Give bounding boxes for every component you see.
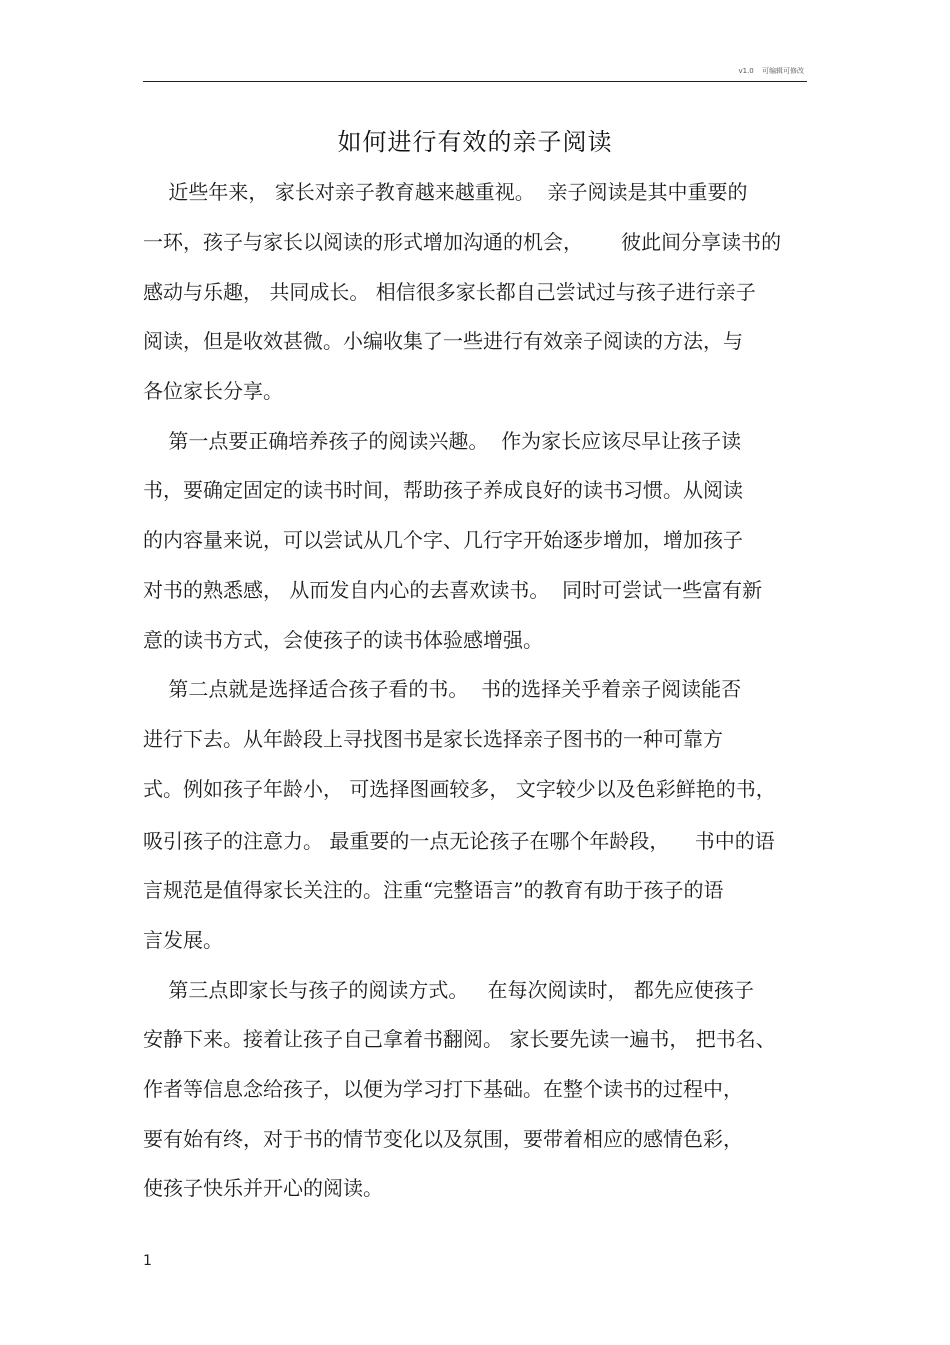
body-line: 言规范是值得家长关注的。注重“完整语言”的教育有助于孩子的语: [143, 878, 724, 902]
body-line: 的内容量来说，可以尝试从几个字、几行字开始逐步增加，增加孩子: [143, 528, 743, 552]
body-line: 式。例如孩子年龄小， 可选择图画较多， 文字较少以及色彩鲜艳的书，: [143, 777, 776, 801]
body-line: 一环，孩子与家长以阅读的形式增加沟通的机会， 彼此间分享读书的: [143, 230, 782, 254]
document-title: 如何进行有效的亲子阅读: [337, 128, 613, 156]
header-note: [732, 66, 804, 76]
header-editable-note: 可编辑可修改: [762, 67, 804, 75]
header-divider: [143, 81, 807, 82]
body-line: 使孩子快乐并开心的阅读。: [143, 1176, 383, 1200]
body-line: 书，要确定固定的读书时间，帮助孩子养成良好的读书习惯。从阅读: [143, 478, 743, 502]
body-line: 安静下来。接着让孩子自己拿着书翻阅。 家长要先读一遍书， 把书名、: [143, 1027, 776, 1051]
body-line: 作者等信息念给孩子，以便为学习打下基础。在整个读书的过程中，: [143, 1077, 743, 1101]
body-line: 第二点就是选择适合孩子看的书。 书的选择关乎着亲子阅读能否: [143, 677, 742, 701]
body-line: 要有始有终，对于书的情节变化以及氛围，要带着相应的感情色彩，: [143, 1127, 743, 1151]
body-line: 感动与乐趣， 共同成长。 相信很多家长都自己尝试过与孩子进行亲子: [143, 280, 756, 304]
body-line: 意的读书方式，会使孩子的读书体验感增强。: [143, 628, 543, 652]
body-line: 对书的熟悉感， 从而发自内心的去喜欢读书。 同时可尝试一些富有新: [143, 578, 763, 602]
body-line: 近些年来， 家长对亲子教育越来越重视。 亲子阅读是其中重要的: [143, 180, 748, 204]
body-line: 吸引孩子的注意力。 最重要的一点无论孩子在哪个年龄段， 书中的语: [143, 829, 775, 853]
body-line: 第三点即家长与孩子的阅读方式。 在每次阅读时， 都先应使孩子: [143, 978, 754, 1002]
body-line: 言发展。: [143, 928, 223, 952]
body-line: 各位家长分享。: [143, 379, 283, 403]
header-version: v1.0: [738, 67, 754, 75]
body-line: 进行下去。从年龄段上寻找图书是家长选择亲子图书的一种可靠方: [143, 727, 723, 751]
body-line: 第一点要正确培养孩子的阅读兴趣。 作为家长应该尽早让孩子读: [143, 429, 742, 453]
page-number: 1: [143, 1253, 152, 1269]
body-line: 阅读，但是收效甚微。小编收集了一些进行有效亲子阅读的方法，与: [143, 329, 743, 353]
